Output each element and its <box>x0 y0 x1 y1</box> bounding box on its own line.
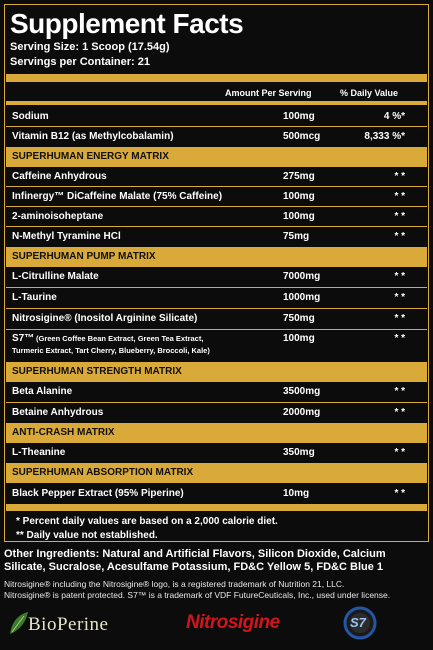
nutrient-dv: 8,333 %* <box>364 131 405 142</box>
section-header-energy <box>6 148 427 167</box>
ingredient-dv: * * <box>394 386 405 397</box>
nutrient-amount: 500mcg <box>283 131 321 142</box>
ingredient-name: L-Citrulline Malate <box>12 271 99 282</box>
ingredient-amount: 7000mg <box>283 271 321 282</box>
ingredient-amount: 3500mg <box>283 386 321 397</box>
ingredient-amount: 75mg <box>283 231 310 242</box>
ingredient-row <box>6 167 427 187</box>
ingredient-row <box>6 187 427 207</box>
ingredient-dv: * * <box>394 488 405 499</box>
ingredient-amount: 750mg <box>283 313 315 324</box>
nitrosigine-logo <box>186 606 296 640</box>
ingredient-amount: 100mg <box>283 333 315 344</box>
ingredient-amount: 10mg <box>283 488 310 499</box>
ingredient-amount: 1000mg <box>283 292 321 303</box>
daily-value-header: % Daily Value <box>340 88 399 98</box>
section-title: SUPERHUMAN ABSORPTION MATRIX <box>12 467 194 478</box>
s7-wordmark: S7 <box>350 615 366 630</box>
ingredient-dv: * * <box>394 333 405 344</box>
ingredient-row <box>6 309 427 330</box>
trademark-note-2: Nitrosigine® is patent protected. S7™ is a trademark of VDF FutureCeuticals, Inc., used under license. <box>4 590 391 600</box>
ingredient-amount: 350mg <box>283 447 315 458</box>
ingredient-amount: 100mg <box>283 191 315 202</box>
bioperine-logo <box>6 606 156 640</box>
ingredient-name: 2-aminoisoheptane <box>12 211 104 222</box>
ingredient-name: S7™ <box>12 333 35 344</box>
ingredient-subtext: Turmeric Extract, Tart Cherry, Blueberry, Broccoli, Kale) <box>12 346 210 355</box>
ingredient-row <box>6 483 427 505</box>
ingredient-name: N-Methyl Tyramine HCl <box>12 231 121 242</box>
nitrosigine-wordmark: Nitrosigine <box>186 612 280 633</box>
ingredient-row <box>6 382 427 403</box>
ingredient-name: L-Taurine <box>12 292 57 303</box>
ingredient-dv: * * <box>394 447 405 458</box>
footnote-percent-dv: * Percent daily values are based on a 2,000 calorie diet. <box>16 516 278 527</box>
amount-header: Amount Per Serving <box>225 88 312 98</box>
other-ingredients: Other Ingredients: Natural and Artificial Flavors, Silicon Dioxide, Calcium Silicate, Sucralose, Acesulfame Potassium, FD&C Yellow 5, FD&C Blue 1 <box>4 548 386 573</box>
thick-divider <box>6 74 427 82</box>
ingredient-row <box>6 207 427 227</box>
ingredient-amount: 100mg <box>283 211 315 222</box>
bioperine-wordmark: BioPerine <box>28 614 109 635</box>
ingredient-amount: 2000mg <box>283 407 321 418</box>
trademark-note-1: Nitrosigine® including the Nitrosigine® logo, is a registered trademark of Nutrition 21, LLC. <box>4 579 345 589</box>
nutrient-amount: 100mg <box>283 111 315 122</box>
ingredient-name: L-Theanine <box>12 447 66 458</box>
ingredient-name: Beta Alanine <box>12 386 73 397</box>
panel-title: Supplement Facts <box>10 8 244 39</box>
ingredient-dv: * * <box>394 231 405 242</box>
nutrient-row-b12 <box>6 127 427 148</box>
footnote-not-established: ** Daily value not established. <box>16 530 158 541</box>
ingredient-name: Caffeine Anhydrous <box>12 171 107 182</box>
ingredient-row <box>6 267 427 288</box>
ingredient-dv: * * <box>394 271 405 282</box>
nutrient-name: Sodium <box>12 111 49 122</box>
bottom-divider <box>6 505 427 511</box>
ingredient-dv: * * <box>394 292 405 303</box>
ingredient-name: Nitrosigine® (Inositol Arginine Silicate) <box>12 313 198 324</box>
section-title: ANTI-CRASH MATRIX <box>12 427 115 438</box>
section-header-anti-crash <box>6 424 427 443</box>
ingredient-dv: * * <box>394 313 405 324</box>
ingredient-row <box>6 288 427 309</box>
s7-logo <box>338 606 382 640</box>
section-title: SUPERHUMAN ENERGY MATRIX <box>12 151 169 162</box>
ingredient-row <box>6 443 427 464</box>
ingredient-dv: * * <box>394 407 405 418</box>
ingredient-dv: * * <box>394 211 405 222</box>
ingredient-name: Betaine Anhydrous <box>12 407 104 418</box>
ingredient-row <box>6 403 427 424</box>
ingredient-subtext: (Green Coffee Bean Extract, Green Tea Extract, <box>36 334 204 343</box>
ingredient-name: Infinergy™ DiCaffeine Malate (75% Caffeine) <box>12 191 223 202</box>
ingredient-dv: * * <box>394 171 405 182</box>
medium-divider <box>6 101 427 105</box>
section-header-absorption <box>6 464 427 483</box>
section-header-strength <box>6 363 427 382</box>
ingredient-name: Black Pepper Extract (95% Piperine) <box>12 488 184 499</box>
servings-per-container: Servings per Container: 21 <box>10 56 150 68</box>
nutrient-name: Vitamin B12 (as Methylcobalamin) <box>12 131 174 142</box>
ingredient-dv: * * <box>394 191 405 202</box>
section-header-pump <box>6 248 427 267</box>
section-title: SUPERHUMAN STRENGTH MATRIX <box>12 366 182 377</box>
ingredient-amount: 275mg <box>283 171 315 182</box>
section-title: SUPERHUMAN PUMP MATRIX <box>12 251 156 262</box>
ingredient-row <box>6 227 427 248</box>
nutrient-row-sodium <box>6 107 427 127</box>
serving-size: Serving Size: 1 Scoop (17.54g) <box>10 41 170 53</box>
nutrient-dv: 4 %* <box>383 111 405 122</box>
ingredient-row-s7 <box>6 330 427 363</box>
